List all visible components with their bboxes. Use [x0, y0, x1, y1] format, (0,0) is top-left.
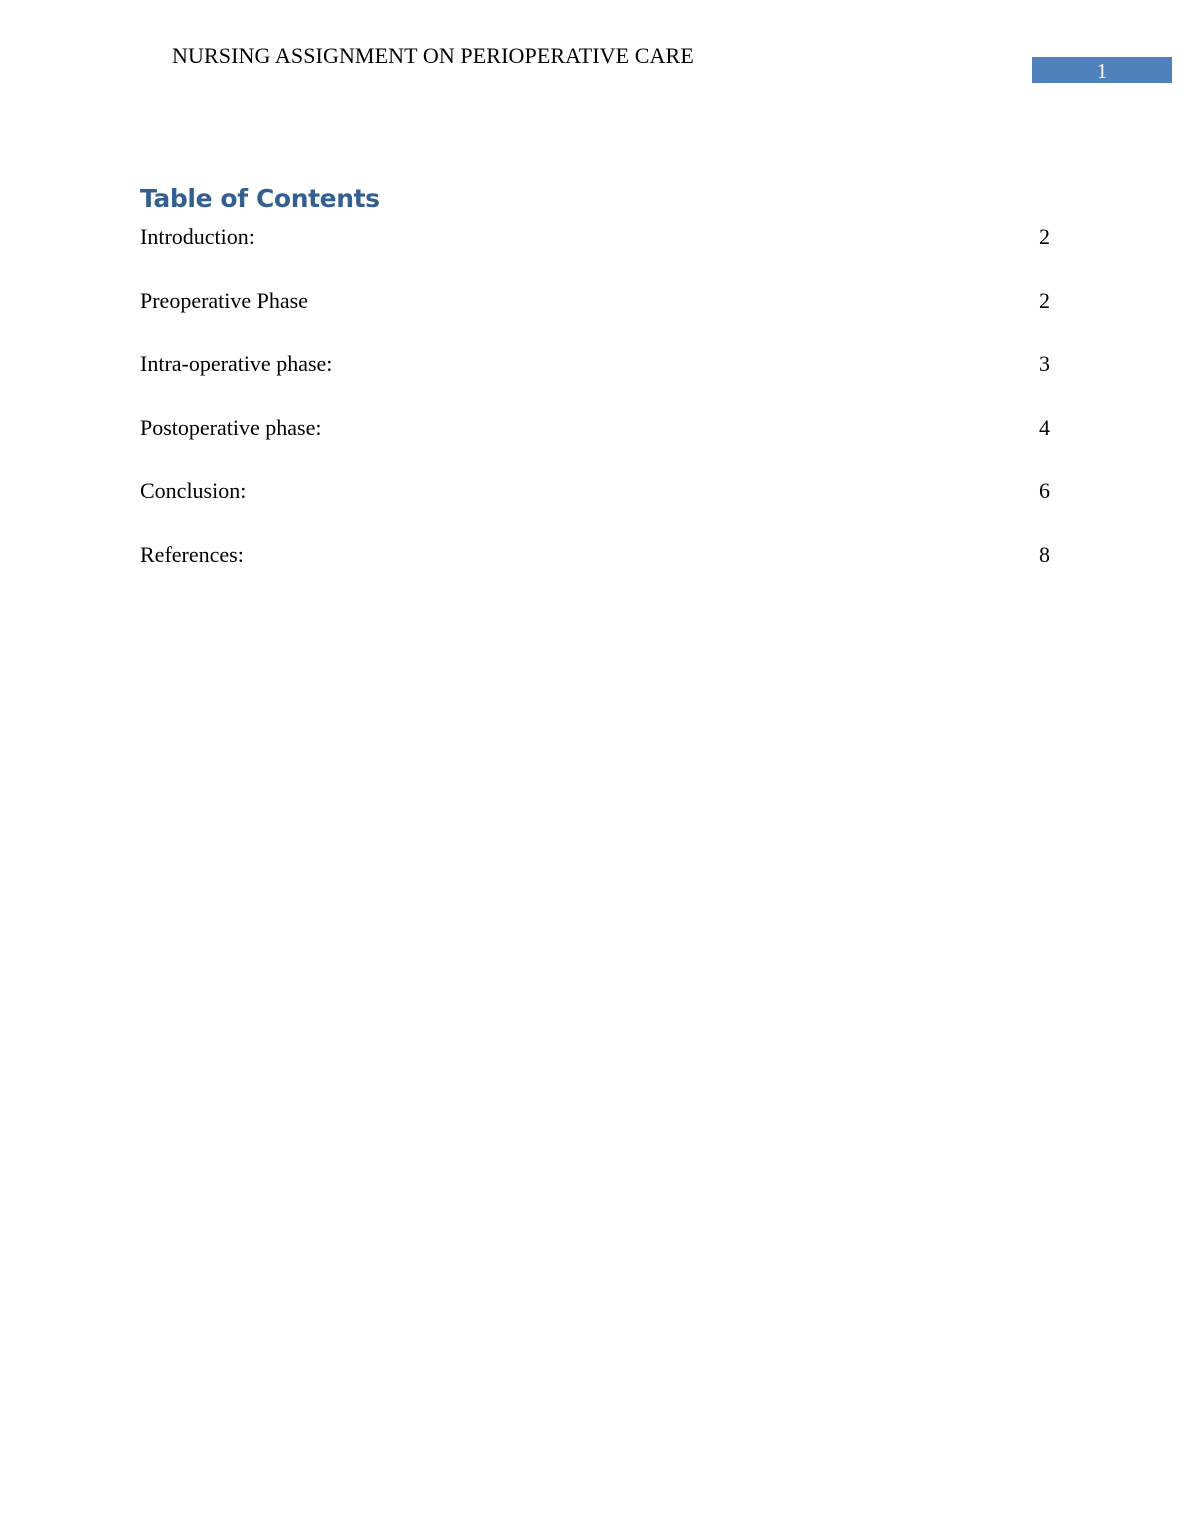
toc-entry-intra-operative-phase[interactable]	[140, 348, 1050, 412]
toc-entry-label: Conclusion:	[140, 478, 247, 503]
toc-entry-introduction[interactable]	[140, 221, 1050, 285]
running-header-title: NURSING ASSIGNMENT ON PERIOPERATIVE CARE	[172, 43, 694, 68]
toc-entry-postoperative-phase[interactable]	[140, 412, 1050, 476]
toc-heading: Table of Contents	[140, 184, 380, 213]
toc-list	[140, 221, 1050, 602]
toc-entry-page-number: 6	[1039, 478, 1050, 503]
toc-entry-page-number: 2	[1039, 287, 1050, 313]
toc-entry-page-number: 2	[1039, 224, 1050, 249]
page-number-badge: 1	[1032, 57, 1172, 83]
toc-entry-conclusion[interactable]	[140, 475, 1050, 539]
toc-entry-label: Preoperative Phase	[140, 287, 308, 313]
toc-entry-page-number: 8	[1039, 541, 1050, 567]
toc-entry-label: Intra-operative phase:	[140, 351, 333, 376]
toc-entry-label: Postoperative phase:	[140, 414, 322, 440]
toc-entry-label: Introduction:	[140, 224, 255, 249]
toc-entry-preoperative-phase[interactable]	[140, 285, 1050, 349]
toc-entry-page-number: 4	[1039, 414, 1050, 440]
toc-entry-label: References:	[140, 541, 244, 567]
toc-entry-page-number: 3	[1039, 351, 1050, 376]
toc-entry-references[interactable]	[140, 539, 1050, 603]
